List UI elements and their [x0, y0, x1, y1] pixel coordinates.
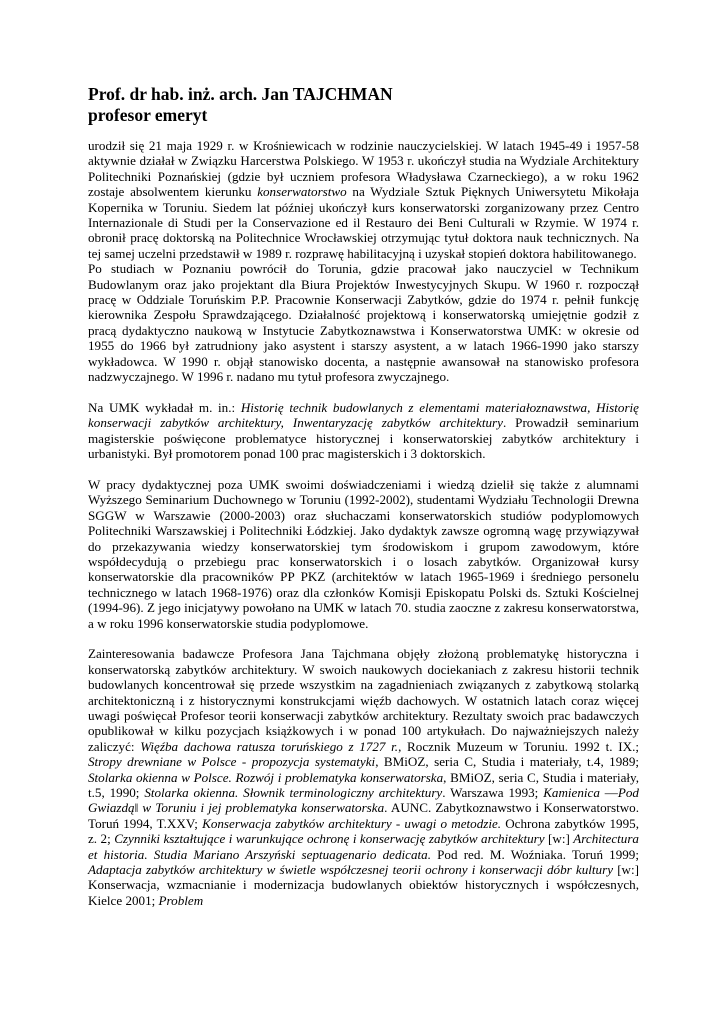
text-run: urodził się 21 maja 1929 r. w Krośniewicach w rodzinie nauczycielskiej. W latach 1945-49 i 1957-58 aktywnie działał w Związku Harcerstwa Polskiego. W 1953 r. ukończył studia na Wydziale Architektury Politechniki Poznańskiej (gdzie był uczniem profesora Władysława Czarneckiego), a w roku 1962 zostaje absolwentem kierunku — [88, 138, 639, 200]
text-run: Zainteresowania badawcze Profesora Jana Tajchmana objęły złożoną problematykę historyczna i konserwatorską zabytków architektury. W swoich naukowych dociekaniach z zakresu historii technik budowlanych koncentrował się przede wszystkim na zagadnieniach związanych z zabytkową stolarką architektoniczną i z historycznymi konstrukcjami więźb dachowych. W ostatnich latach coraz więcej uwagi poświęcał Profesor teorii konserwacji zabytków architektury. Rezultaty swoich prac badawczych opublikował w kilku pozycjach książkowych i w ponad 100 artykułach. Do najważniejszych należy zaliczyć: — [88, 646, 639, 754]
text-run: Ochrona zabytków 1995, z. 2; — [88, 815, 639, 847]
italic-text: Stropy drewniane w Polsce - propozycja systematyki — [88, 754, 376, 770]
italic-text: Czynniki kształtujące i warunkujące ochronę i konserwację zabytków architektury — [114, 831, 545, 847]
italic-text: Adaptacja zabytków architektury w świetle współczesnej teorii ochrony i konserwacji dóbr kultury — [88, 862, 614, 878]
text-run: . Warszawa 1993; — [442, 785, 544, 801]
italic-text: Więźba dachowa ratusza toruńskiego z 1727 r. — [140, 738, 399, 754]
italic-text: Problem — [158, 892, 204, 908]
text-run: [w:] — [544, 831, 574, 847]
paragraph — [88, 261, 639, 384]
paragraph — [88, 400, 639, 462]
person-status: profesor emeryt — [88, 105, 208, 125]
document-heading — [88, 84, 648, 126]
paragraph — [88, 477, 639, 631]
text-run: na Wydziale Sztuk Pięknych Uniwersytetu Mikołaja Kopernika w Toruniu. Siedem lat później ukończył kurs konserwatorski zorganizowany przez Centro Internazionale di Studi per la Conservazione ed il Restauro dei Beni Culturali w Rzymie. W 1974 r. obronił pracę doktorską na Politechnice Wrocławskiej otrzymując tytuł doktora nauk technicznych. Na tej samej uczelni przedstawił w 1989 r. rozprawę habilitacyjną i uzyskał stopień doktora habilitowanego. — [88, 184, 639, 261]
person-name-title: Prof. dr hab. inż. arch. Jan TAJCHMAN — [88, 84, 393, 104]
document-body — [88, 138, 639, 908]
italic-text: Architectura et historia. Studia Mariano Arszyński septuagenario dedicata. — [88, 831, 639, 862]
text-run: Pod red. M. Woźniaka. Toruń 1999; — [430, 846, 639, 862]
italic-text: Stolarka okienna. Słownik terminologiczny architektury — [144, 785, 443, 801]
paragraph — [88, 646, 639, 908]
italic-text: Konserwacja zabytków architektury - uwagi o metodzie. — [202, 815, 502, 831]
italic-text: Historię technik budowlanych z elementami materiałoznawstwa, Historię konserwacji zabytków architektury, Inwentaryzację zabytków architektury — [88, 399, 639, 431]
text-run: Po studiach w Poznaniu powrócił do Torunia, gdzie pracował jako nauczyciel w Technikum Budowlanym oraz jako projektant dla Biura Projektów Inwestycyjnych Skupu. W 1960 r. rozpoczął pracę w Oddziale Toruńskim P.P. Pracownie Konserwacji Zabytków, gdzie do 1974 r. pełnił funkcję kierownika Zespołu Sprawdzającego. Działalność projektową i konserwatorską umiejętnie godził z pracą dydaktyczno naukową w Instytucie Zabytkoznawstwa i Konserwatorstwa UMK: w okresie od 1955 do 1966 był zatrudniony jako asystent i starszy asystent, a w latach 1966-1990 jako starszy wykładowca. W 1990 r. objął stanowisko docenta, a następnie awansował na stanowisko profesora nadzwyczajnego. W 1996 r. nadano mu tytuł profesora zwyczajnego. — [88, 261, 639, 385]
paragraph — [88, 138, 639, 261]
text-run: W pracy dydaktycznej poza UMK swoimi doświadczeniami i wiedzą dzielił się także z alumnami Wyższego Seminarium Duchownego w Toruniu (1992-2002), studentami Wydziału Technologii Drewna SGGW w Warszawie (2000-2003) oraz słuchaczami konserwatorskich studiów podyplomowych Politechniki Warszawskiej i Politechniki Łódzkiej. Jako dydaktyk zawsze ogromną wagę przywiązywał do przekazywania wiedzy konserwatorskiej tym środowiskom i grupom zawodowym, które współdecydują o przebiegu prac konserwatorskich i o losach zabytków. Organizował kursy konserwatorskie dla pracowników PP PKZ (architektów w latach 1965-1969 i średniego personelu technicznego w latach 1968-1976) oraz dla członków Komisji Episkopatu Polski ds. Sztuki Kościelnej (1994-96). Z jego inicjatywy powołano na UMK w latach 70. studia zaoczne z zakresu konserwatorstwa, a w roku 1996 konserwatorskie studia podyplomowe. — [88, 476, 639, 631]
text-run: , Rocznik Muzeum w Toruniu. 1992 t. IX.; — [398, 738, 639, 754]
italic-text: Stolarka okienna w Polsce. Rozwój i problematyka konserwatorska — [88, 769, 444, 785]
italic-text: Kamienica ―Pod Gwiazdą‖ w Toruniu i jej problematyka konserwatorska — [88, 785, 639, 816]
text-run: . Prowadził seminarium magisterskie poświęcone problematyce historycznej i konserwatorskiej zabytków architektury i urbanistyki. Był promotorem ponad 100 prac magisterskich i 3 doktorskich. — [88, 415, 639, 462]
text-run: , BMiOZ, seria C, Studia i materiały, t.5, 1990; — [88, 769, 639, 801]
text-run: . AUNC. Zabytkoznawstwo i Konserwatorstwo. Toruń 1994, T.XXV; — [88, 800, 640, 831]
text-run: , BMiOZ, seria C, Studia i materiały, t.4, 1989; — [375, 754, 639, 770]
italic-text: konserwatorstwo — [257, 184, 347, 200]
text-run: Na UMK wykładał m. in.: — [88, 399, 241, 415]
text-run: [w:] Konserwacja, wzmacnianie i modernizacja budowlanych obiektów historycznych i współczesnych, Kielce 2001; — [88, 862, 640, 908]
